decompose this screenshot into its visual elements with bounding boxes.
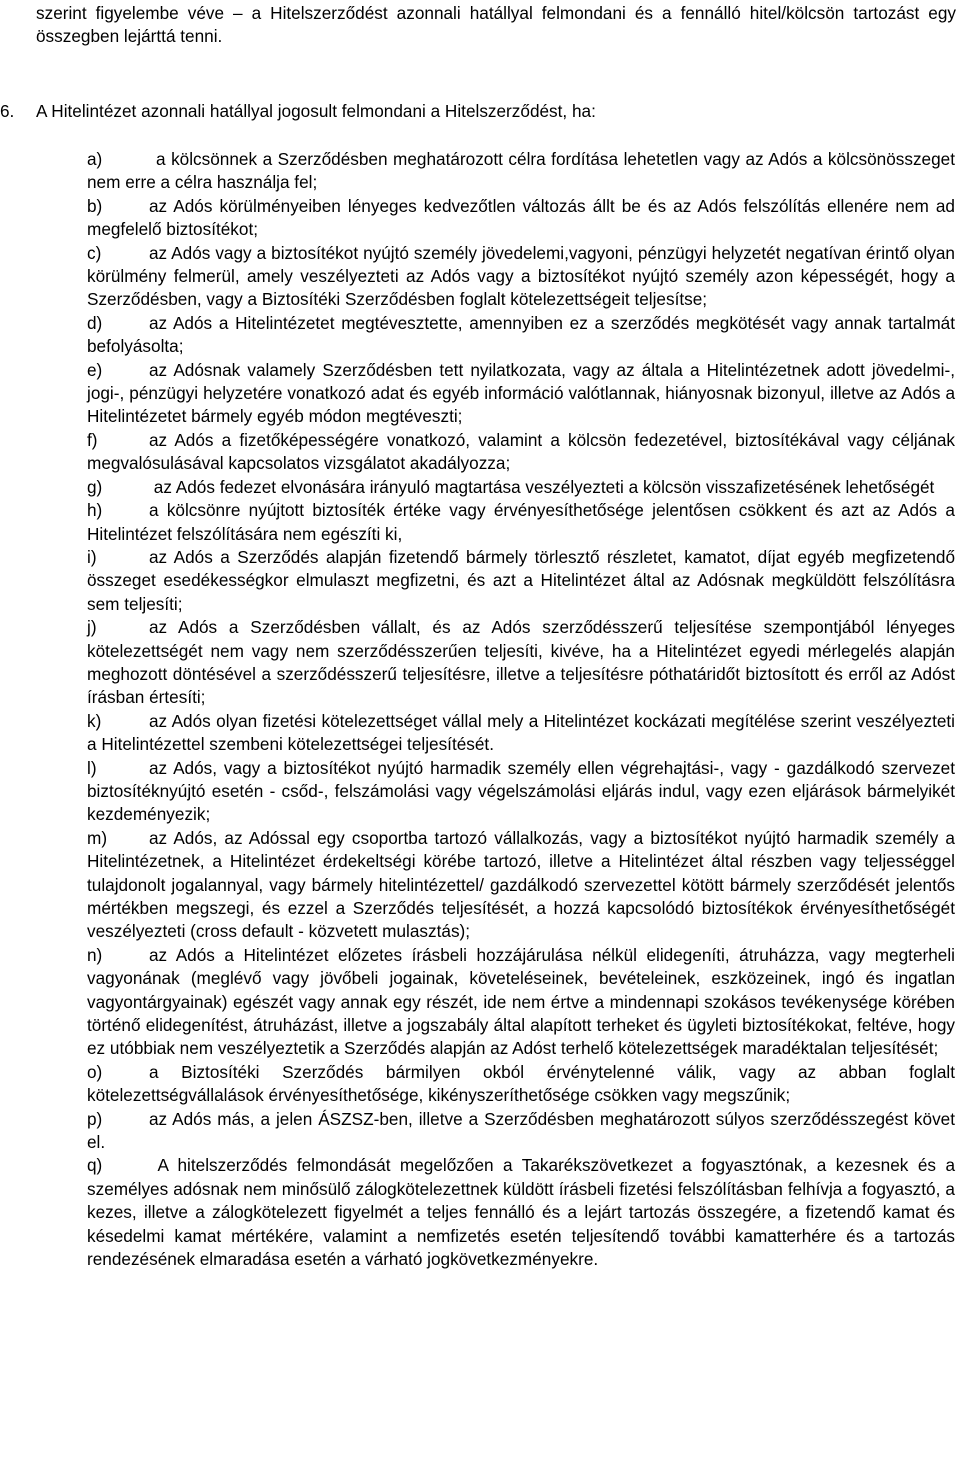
list-item-g bbox=[87, 476, 955, 499]
item-label: c) bbox=[87, 242, 102, 263]
list-item-e bbox=[87, 359, 955, 429]
list-item-i bbox=[87, 546, 955, 616]
item-label: j) bbox=[87, 617, 97, 638]
list-item-l bbox=[87, 757, 955, 827]
item-label: h) bbox=[87, 500, 103, 521]
item-text: az Adós vagy a biztosítékot nyújtó személy jövedelemi,vagyoni, pénzügyi helyzetét negatívan érintő olyan körülmény felmerül, amely veszélyezteti az Adós vagy a biztosítékot nyújtó személy azon képességét, hogy a Szerződésben, vagy a Biztosítéki Szerződésben foglalt kötelezettségeit teljesítse; bbox=[87, 242, 955, 310]
item-text: a kölcsönre nyújtott biztosíték értéke vagy érvényesíthetősége jelentősen csökkent és azt az Adós a Hitelintézet felszólítására nem egészíti ki, bbox=[87, 500, 955, 544]
item-label: e) bbox=[87, 359, 103, 380]
list-item-c bbox=[87, 242, 955, 312]
item-text: az Adós, az Adóssal egy csoportba tartozó vállalkozás, vagy a biztosítékot nyújtó harmadik személy a Hitelintézetnek, a Hitelintézet érdekeltségi körébe tartozó, illetve a Hitelintézet által részben vagy teljességgel tulajdonolt jogalannyal, vagy bármely hitelintézettel/ gazdálkodó szervezettel kötött bármely szerződését jelentős mértékben megszegi, és ezzel a Szerződés teljesítését, a hozzá kapcsolódó biztosítékok érvényesíthetőségét veszélyezteti (cross default - közvetett mulasztás); bbox=[87, 827, 955, 942]
item-text: az Adós körülményeiben lényeges kedvezőtlen változás állt be és az Adós felszólítás ellenére nem ad megfelelő biztosítékot; bbox=[87, 195, 955, 240]
item-text: az Adósnak valamely Szerződésben tett nyilatkozata, vagy az általa a Hitelintézetnek adott jövedelmi-, jogi-, pénzügyi helyzetére vonatkozó adat és egyéb információ valótlannak, hiányosnak bizonyul, illetve az Adós a Hitelintézetet bármely egyéb módon megtéveszti; bbox=[87, 359, 955, 427]
list-item-q bbox=[87, 1154, 955, 1271]
item-text: az Adós a fizetőképességére vonatkozó, valamint a kölcsön fedezetével, biztosítékával vagy céljának megvalósulásával kapcsolatos vizsgálatot akadályozza; bbox=[87, 429, 955, 474]
item-text: az Adós a Hitelintézet előzetes írásbeli hozzájárulása nélkül elidegeníti, átruházza, vagy megterheli vagyonának (meglévő vagy jövőbeli jogainak, követeléseinek, bevételeinek, eszközeinek, ingó és ingatlan vagyontárgyainak) egészét vagy annak egy részét, ide nem értve a mindennapi szokásos tevékenysége körében történő elidegenítést, átruházást, illetve a jogszabály által alapított terheket és ügyleti biztosítékokat, feltéve, hogy ez utóbbiak nem veszélyeztetik a Szerződés alapján az Adóst terhelő kötelezettségek maradéktalan teljesítését; bbox=[87, 944, 955, 1059]
item-label: p) bbox=[87, 1108, 103, 1129]
item-text: az Adós más, a jelen ÁSZSZ-ben, illetve a Szerződésben meghatározott súlyos szerződésszegést követ el. bbox=[87, 1108, 955, 1153]
item-text: az Adós a Hitelintézetet megtévesztette, amennyiben ez a szerződés megkötését vagy annak tartalmát befolyásolta; bbox=[87, 312, 955, 357]
item-text: az Adós olyan fizetési kötelezettséget vállal mely a Hitelintézet kockázati megítélése szerint veszélyezteti a Hitelintézettel szembeni kötelezettségei teljesítését. bbox=[87, 710, 955, 755]
list-item-n bbox=[87, 944, 955, 1061]
section-number: 6. bbox=[0, 101, 15, 121]
termination-conditions-list bbox=[87, 148, 955, 1272]
list-item-a bbox=[87, 148, 955, 195]
list-item-b bbox=[87, 195, 955, 242]
item-label: i) bbox=[87, 546, 97, 567]
list-item-h bbox=[87, 499, 955, 546]
item-label: b) bbox=[87, 195, 103, 216]
list-item-m bbox=[87, 827, 955, 944]
list-item-j bbox=[87, 616, 955, 710]
item-label: o) bbox=[87, 1061, 103, 1082]
item-text: a Biztosítéki Szerződés bármilyen okból érvénytelenné válik, vagy az abban foglalt kötelezettségvállalások érvényesíthetősége, kikényszeríthetősége csökken vagy megszűnik; bbox=[87, 1061, 955, 1106]
section-heading bbox=[0, 100, 960, 123]
list-item-f bbox=[87, 429, 955, 476]
item-label: g) bbox=[87, 476, 103, 497]
item-label: d) bbox=[87, 312, 103, 333]
item-text: A hitelszerződés felmondását megelőzően a Takarékszövetkezet a fogyasztónak, a kezesnek és a személyes adósnak nem minősülő zálogkötelezettnek küldött írásbeli fizetési felszólításban felhívja a fogyasztó, a kezes, illetve a zálogkötelezett figyelmét a teljes fennálló és a lejárt tartozás összegére, a fizetendő kamat és késedelmi kamat mértékére, valamint a nemfizetés esetén teljesítendő további kamatterhére és a tartozás rendezésének elmaradása esetén a várható jogkövetkezményekre. bbox=[87, 1155, 955, 1270]
item-text: az Adós a Szerződés alapján fizetendő bármely törlesztő részletet, kamatot, díjat egyéb megfizetendő összeget esedékességkor elmulaszt megfizetni, és azt a Hitelintézet által az Adósnak megküldött felszólításra sem teljesíti; bbox=[87, 546, 955, 614]
item-label: q) bbox=[87, 1155, 103, 1176]
list-item-o bbox=[87, 1061, 955, 1108]
list-item-d bbox=[87, 312, 955, 359]
item-text: az Adós, vagy a biztosítékot nyújtó harmadik személy ellen végrehajtási-, vagy - gazdálkodó szervezet biztosítéknyújtó esetén - csőd-, felszámolási vagy végelszámolási eljárás indul, vagy ezen eljárások bármelyikét kezdeményezik; bbox=[87, 757, 955, 825]
item-label: a) bbox=[87, 149, 103, 169]
section-title: A Hitelintézet azonnali hatállyal jogosult felmondani a Hitelszerződést, ha: bbox=[36, 101, 596, 121]
item-text: az Adós a Szerződésben vállalt, és az Adós szerződésszerű teljesítése szempontjából lényeges kötelezettségét nem vagy nem szerződésszerűen teljesíti, kivéve, ha a Hitelintézet egyedi mérlegelés alapján meghozott döntésével a szerződésszerű teljesítésre, illetve a teljesítésre póthatáridőt biztosított és erről az Adóst írásban értesíti; bbox=[87, 617, 955, 708]
intro-paragraph: szerint figyelembe véve – a Hitelszerződést azonnali hatállyal felmondani és a fennálló hitel/kölcsön tartozást egy összegben lejárttá tenni. bbox=[36, 3, 956, 47]
item-text: az Adós fedezet elvonására irányuló magtartása veszélyezteti a kölcsön visszafizetésének lehetőségét bbox=[149, 476, 935, 497]
item-label: f) bbox=[87, 429, 98, 450]
item-label: m) bbox=[87, 827, 108, 848]
list-item-k bbox=[87, 710, 955, 757]
item-label: k) bbox=[87, 710, 102, 731]
list-item-p bbox=[87, 1108, 955, 1155]
item-label: l) bbox=[87, 757, 97, 778]
item-label: n) bbox=[87, 944, 103, 965]
item-text: a kölcsönnek a Szerződésben meghatározott célra fordítása lehetetlen vagy az Adós a kölcsönösszeget nem erre a célra használja fel; bbox=[87, 149, 955, 193]
